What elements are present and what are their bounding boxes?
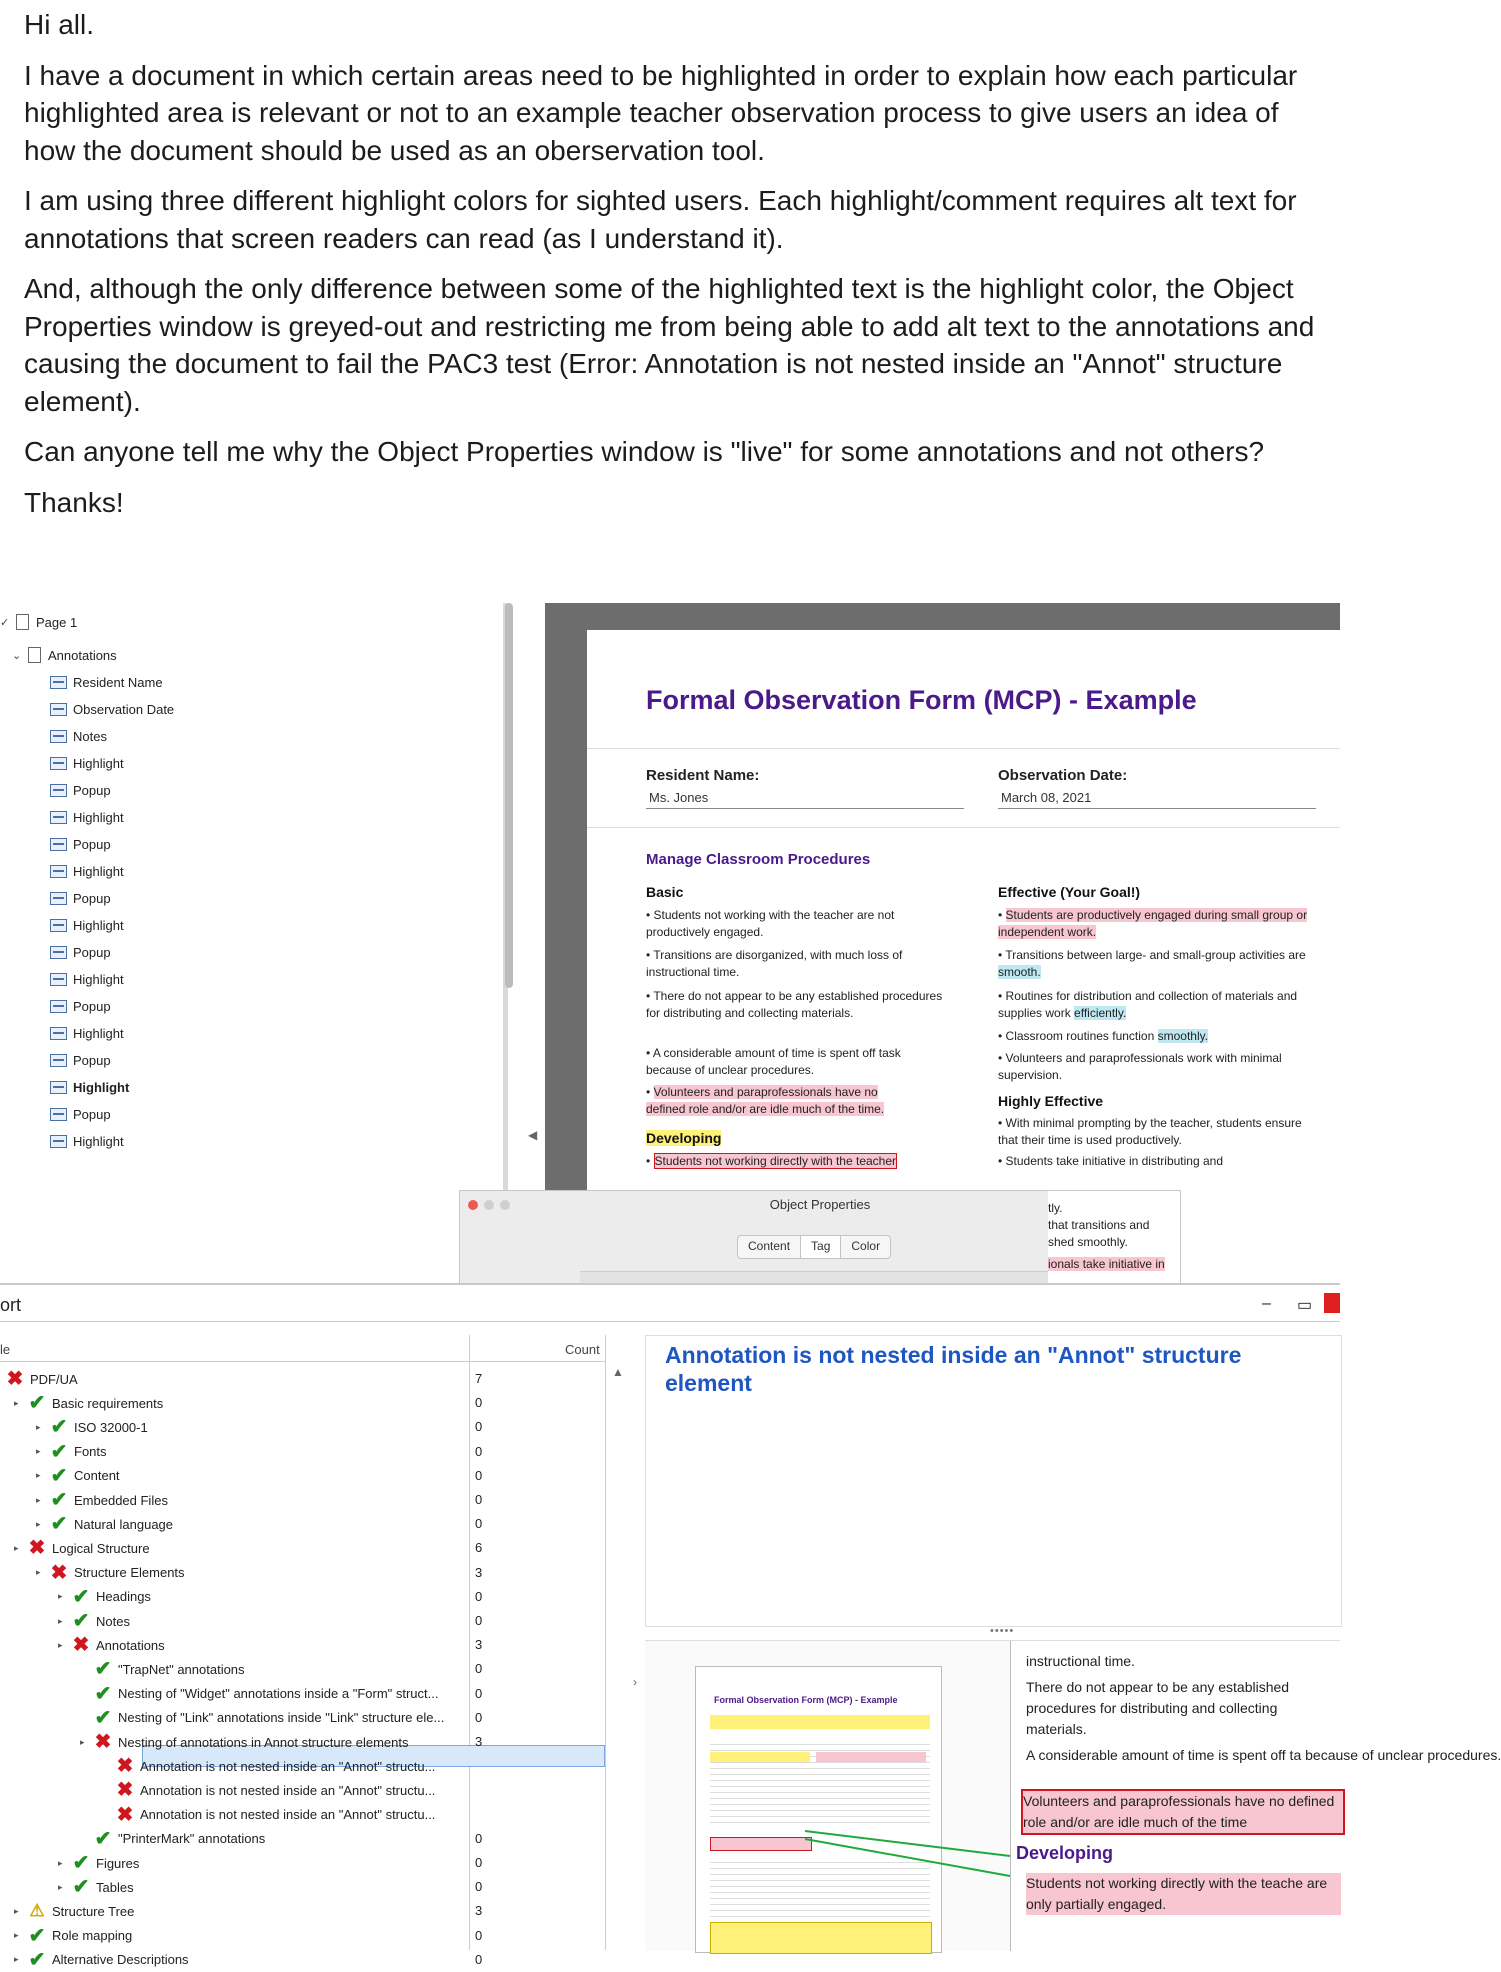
chevron-down-icon: ✓: [0, 616, 10, 629]
check-row[interactable]: ▸ ✔ Role mapping: [14, 1924, 133, 1947]
tag-icon: [50, 811, 67, 824]
post-paragraph-4: Can anyone tell me why the Object Properties window is "live" for some annotations and not others?: [24, 436, 1265, 467]
check-row[interactable]: ▸ ✖ Logical Structure: [14, 1537, 150, 1560]
tree-item[interactable]: Notes: [50, 723, 107, 749]
tag-icon: [50, 1054, 67, 1067]
check-count: 0: [475, 1395, 483, 1411]
check-icon: ✔: [28, 1948, 46, 1971]
check-row[interactable]: ✖ Annotation is not nested inside an "Annot" structu...: [102, 1754, 435, 1778]
expand-triangle-icon[interactable]: ▸: [14, 1542, 19, 1553]
page-icon: [28, 647, 41, 663]
tree-item[interactable]: Highlight: [50, 1074, 129, 1100]
check-icon: ✔: [50, 1464, 68, 1487]
document-page: [587, 630, 1340, 1283]
check-row[interactable]: ▸ ✔ Natural language: [36, 1513, 174, 1536]
tree-annotations[interactable]: ⌄ Annotations: [12, 647, 117, 663]
expand-triangle-icon[interactable]: ▸: [58, 1857, 63, 1868]
check-row[interactable]: ▸ ✔ Notes: [58, 1610, 130, 1632]
mini-page-thumbnail: Formal Observation Form (MCP) - Example: [695, 1666, 942, 1953]
check-count: 0: [475, 1467, 483, 1483]
check-icon: ✔: [72, 1876, 90, 1899]
check-row[interactable]: ▸ ✔ ISO 32000-1: [36, 1416, 148, 1439]
check-row[interactable]: ✔ "TrapNet" annotations: [80, 1657, 245, 1681]
error-icon: ✖: [116, 1755, 134, 1778]
date-label: Observation Date:: [998, 767, 1128, 784]
acrobat-screenshot: [0, 603, 1340, 1283]
check-icon: ✔: [94, 1682, 112, 1705]
check-row[interactable]: ▸ ✖ Structure Elements: [36, 1561, 185, 1584]
tag-icon: [50, 757, 67, 770]
check-count: 0: [475, 1443, 483, 1459]
post-paragraph-3: And, although the only difference between some of the highlighted text is the highlight color, the Object Properties window is greyed-out and restricting me from being able to add alt text to the annotations and causing the document to fail the PAC3 test (Error: Annotation is not nested inside an "Annot" structure element).: [24, 273, 1315, 417]
error-icon: ✖: [50, 1561, 68, 1584]
check-count: 3: [475, 1734, 483, 1749]
zoomed-preview: instructional time. There do not appear to be any established procedures for distributing and collecting materials. A considerable amount of time is spent off ta because of unclear procedures. Volunteers and paraprofessionals have no defined role and/or are idle much of the time Developing Students not working directly with the teache are only partially engaged.: [1010, 1641, 1341, 1951]
chevron-down-icon: ⌄: [12, 649, 22, 662]
expand-triangle-icon[interactable]: ▸: [58, 1591, 63, 1602]
check-row[interactable]: ▸ ✔ Figures: [58, 1852, 140, 1874]
check-count: 0: [475, 1951, 483, 1967]
tag-icon: [50, 919, 67, 932]
check-row[interactable]: ✖ Annotation is not nested inside an "Annot" structu...: [102, 1803, 435, 1827]
error-title: Annotation is not nested inside an "Annot" structure element: [665, 1342, 1242, 1396]
pac-report-window: [0, 1283, 1501, 1971]
check-count: 0: [475, 1613, 483, 1628]
tree-item[interactable]: Resident Name: [50, 669, 163, 695]
developing-heading: Developing: [646, 1130, 722, 1146]
col-header-name[interactable]: le: [0, 1342, 11, 1357]
post-paragraph-1: I have a document in which certain areas need to be highlighted in order to explain how each particular highlighted area is relevant or not to an example teacher observation process to give users an idea of how the document should be used as an oberservation tool.: [24, 59, 1298, 166]
error-icon: ✖: [28, 1537, 46, 1560]
expand-triangle-icon[interactable]: ▸: [36, 1567, 41, 1578]
tag-icon: [50, 973, 67, 986]
tree-item[interactable]: Highlight: [50, 1020, 124, 1046]
expand-triangle-icon[interactable]: ▸: [36, 1494, 41, 1505]
check-row[interactable]: ▸ ⚠ Structure Tree: [14, 1901, 135, 1921]
error-icon: ✖: [94, 1731, 112, 1753]
effective-heading: Effective (Your Goal!): [998, 884, 1141, 900]
date-value: March 08, 2021: [1001, 790, 1092, 805]
check-count: 0: [475, 1588, 483, 1604]
check-icon: ✔: [94, 1658, 112, 1681]
check-row[interactable]: ✔ Nesting of "Link" annotations inside "Link" structure ele...: [80, 1706, 444, 1730]
check-icon: ✔: [28, 1924, 46, 1947]
tree-item[interactable]: Popup: [50, 777, 111, 803]
expand-triangle-icon[interactable]: ▸: [58, 1639, 63, 1650]
tree-item[interactable]: Popup: [50, 939, 111, 965]
object-properties-title: Object Properties: [769, 1197, 871, 1212]
check-count: 0: [475, 1685, 483, 1701]
tag-icon: [50, 838, 67, 851]
tree-item[interactable]: Highlight: [50, 804, 124, 830]
check-count: 0: [475, 1709, 483, 1725]
tree-item[interactable]: Popup: [50, 993, 111, 1019]
tag-icon: [50, 892, 67, 905]
tree-item[interactable]: Highlight: [50, 912, 124, 938]
post-paragraph-2: I am using three different highlight colors for sighted users. Each highlight/comment requires alt text for annotations that screen readers can read (as I understand it).: [24, 185, 1297, 254]
check-icon: ✔: [50, 1440, 68, 1463]
post-body: [24, 6, 1324, 534]
behind-text-4: ionals take initiative in: [1048, 1257, 1165, 1271]
check-count: 3: [475, 1564, 483, 1580]
check-row[interactable]: ▸ ✔ Alternative Descriptions: [14, 1948, 189, 1971]
tree-item[interactable]: Highlight: [50, 1128, 124, 1154]
tree-page[interactable]: ✓ Page 1: [0, 614, 78, 630]
check-icon: ✔: [28, 1392, 46, 1415]
tag-icon: [50, 1081, 67, 1094]
tab-tag[interactable]: Tag: [800, 1236, 841, 1258]
expand-triangle-icon[interactable]: ▸: [36, 1421, 41, 1432]
basic-item-1: • Students not working with the teacher are not productively engaged.: [646, 908, 895, 939]
check-count: 0: [475, 1855, 483, 1870]
object-properties-window: [459, 1190, 1181, 1285]
basic-item-4: • A considerable amount of time is spent off task because of unclear procedures.: [646, 1046, 901, 1077]
effective-item-4: • Classroom routines function smoothly.: [998, 1029, 1209, 1043]
expand-triangle-icon[interactable]: ▸: [36, 1518, 41, 1529]
basic-item-2: • Transitions are disorganized, with much loss of instructional time.: [646, 948, 903, 979]
highly-effective-heading: Highly Effective: [998, 1093, 1104, 1109]
check-count: 3: [475, 1903, 483, 1919]
tag-icon: [50, 1108, 67, 1121]
check-count: 7: [475, 1371, 483, 1386]
check-icon: ✔: [94, 1706, 112, 1729]
expand-triangle-icon[interactable]: ▸: [36, 1470, 41, 1481]
check-row[interactable]: ✖ Annotation is not nested inside an "Annot" structu...: [102, 1778, 435, 1802]
preview-pane: [645, 1640, 1501, 1951]
expand-triangle-icon[interactable]: ▸: [80, 1736, 85, 1747]
error-icon: ✖: [72, 1634, 90, 1657]
tree-item[interactable]: Highlight: [50, 858, 124, 884]
pac-window-title: ort: [0, 1295, 22, 1315]
tags-panel: [0, 603, 510, 1283]
scrollbar-thumb[interactable]: [505, 603, 513, 988]
check-icon: ✔: [72, 1852, 90, 1874]
expand-triangle-icon[interactable]: ▸: [14, 1930, 19, 1941]
check-count: 3: [475, 1637, 483, 1653]
highly-item-2: • Students take initiative in distributing and: [998, 1154, 1224, 1168]
tag-icon: [50, 730, 67, 743]
effective-item-5: • Volunteers and paraprofessionals work with minimal supervision.: [998, 1051, 1282, 1082]
collapse-arrow-icon[interactable]: ◀: [528, 1128, 538, 1142]
check-icon: ✔: [50, 1513, 68, 1536]
expand-triangle-icon[interactable]: ▸: [36, 1446, 41, 1457]
minimize-icon[interactable]: –: [1262, 1295, 1271, 1312]
behind-text-1: tly.: [1048, 1201, 1063, 1215]
tree-item[interactable]: Highlight: [50, 966, 124, 992]
check-icon: ✔: [50, 1416, 68, 1439]
expand-triangle-icon[interactable]: ▸: [58, 1615, 63, 1626]
tab-color[interactable]: Color: [851, 1239, 881, 1253]
splitter-handle[interactable]: •••••: [990, 1625, 1015, 1637]
tag-icon: [50, 865, 67, 878]
tag-icon: [50, 1135, 67, 1148]
highlighted-annotation: Volunteers and paraprofessionals have no defined role and/or are idle much of the time: [1021, 1789, 1345, 1835]
tree-item[interactable]: Popup: [50, 831, 111, 857]
check-count: 0: [475, 1661, 483, 1677]
resident-label: Resident Name:: [646, 767, 760, 784]
check-row[interactable]: ✔ "PrinterMark" annotations: [80, 1827, 265, 1851]
effective-item-1[interactable]: • Students are productively engaged during small group or independent work.: [998, 908, 1308, 939]
effective-item-2: • Transitions between large- and small-group activities are smooth.: [998, 948, 1306, 979]
check-count: 0: [475, 1830, 483, 1846]
tag-icon: [50, 676, 67, 689]
expand-triangle-icon[interactable]: ▸: [58, 1881, 63, 1892]
tree-item[interactable]: Popup: [50, 1047, 111, 1073]
tree-item[interactable]: Highlight: [50, 750, 124, 776]
post-thanks: Thanks!: [24, 486, 124, 518]
developing-item-1[interactable]: • Students not working directly with the teacher: [646, 1154, 897, 1168]
warning-icon: ⚠: [29, 1901, 45, 1921]
check-row[interactable]: ▸ ✔ Content: [36, 1464, 120, 1487]
tag-icon: [50, 1000, 67, 1013]
check-icon: ✔: [72, 1585, 90, 1608]
error-icon: ✖: [116, 1803, 134, 1826]
scroll-up-icon[interactable]: ▲: [612, 1365, 624, 1379]
close-icon[interactable]: [1324, 1293, 1340, 1313]
behind-text-2: that transitions and: [1048, 1218, 1150, 1232]
error-icon: ✖: [116, 1779, 134, 1802]
check-count: 0: [475, 1492, 483, 1507]
check-row[interactable]: ▸ ✔ Tables: [58, 1876, 134, 1899]
check-icon: ✔: [50, 1489, 68, 1511]
check-row[interactable]: ▸ ✔ Fonts: [36, 1440, 107, 1463]
object-properties-tabs: [737, 1235, 891, 1259]
tag-icon: [50, 784, 67, 797]
tag-icon: [50, 946, 67, 959]
col-header-count[interactable]: Count: [565, 1342, 600, 1357]
check-row[interactable]: ✖ PDF/UA: [0, 1367, 78, 1391]
tag-icon: [50, 1027, 67, 1040]
check-count: 0: [475, 1419, 483, 1435]
basic-item-5[interactable]: • Volunteers and paraprofessionals have no defined role and/or are idle much of the time.: [646, 1085, 885, 1116]
check-count: 0: [475, 1927, 483, 1943]
tree-item[interactable]: Popup: [50, 1101, 111, 1127]
behind-text-3: shed smoothly.: [1048, 1235, 1128, 1249]
expand-triangle-icon[interactable]: ▸: [14, 1397, 19, 1408]
tree-item[interactable]: Observation Date: [50, 696, 174, 722]
check-row[interactable]: ▸ ✔ Headings: [58, 1585, 151, 1608]
tree-item[interactable]: Popup: [50, 885, 111, 911]
tab-content[interactable]: Content: [748, 1239, 791, 1253]
expand-triangle-icon[interactable]: ▸: [14, 1905, 19, 1916]
check-count: 0: [475, 1516, 483, 1532]
check-icon: ✔: [72, 1610, 90, 1632]
check-count: 6: [475, 1540, 483, 1556]
check-count: 0: [475, 1879, 483, 1895]
highly-item-1: • With minimal prompting by the teacher, students ensure that their time is used productively.: [998, 1116, 1302, 1147]
check-row[interactable]: ▸ ✖ Nesting of annotations in Annot structure elements: [80, 1731, 409, 1753]
error-icon: ✖: [6, 1368, 24, 1390]
doc-title: Formal Observation Form (MCP) - Example: [646, 685, 1197, 715]
basic-item-3: • There do not appear to be any established procedures for distributing and collecting materials.: [646, 989, 943, 1020]
check-row[interactable]: ▸ ✔ Basic requirements: [14, 1392, 164, 1415]
page-icon: [16, 614, 29, 630]
tag-icon: [50, 703, 67, 716]
check-icon: ✔: [94, 1827, 112, 1850]
check-row[interactable]: ▸ ✔ Embedded Files: [36, 1489, 168, 1511]
expand-triangle-icon[interactable]: ▸: [14, 1954, 19, 1965]
basic-heading: Basic: [646, 884, 684, 900]
check-row[interactable]: ✔ Nesting of "Widget" annotations inside a "Form" struct...: [80, 1682, 439, 1706]
section-heading: Manage Classroom Procedures: [646, 851, 871, 868]
resident-value: Ms. Jones: [649, 790, 709, 805]
effective-item-3: • Routines for distribution and collection of materials and supplies work efficiently.: [998, 989, 1298, 1020]
maximize-icon[interactable]: ▭: [1297, 1297, 1313, 1314]
post-greeting: Hi all.: [24, 9, 95, 40]
expand-arrow-icon[interactable]: ›: [633, 1675, 637, 1689]
check-row[interactable]: ▸ ✖ Annotations: [58, 1634, 165, 1657]
